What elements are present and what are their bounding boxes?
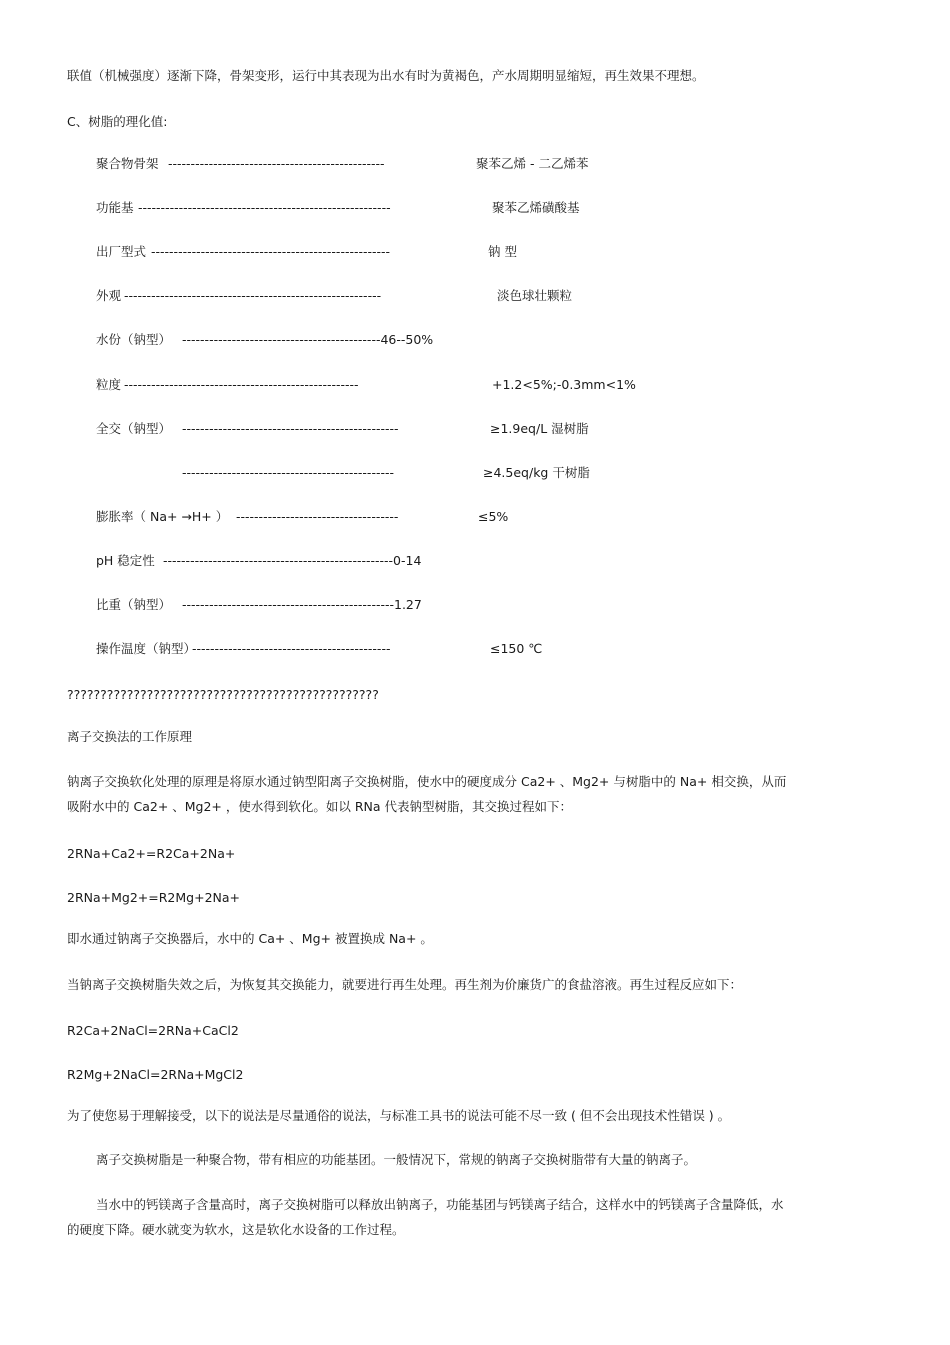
property-value: 聚苯乙烯磺酸基	[492, 200, 580, 215]
resin-paragraph: 离子交换树脂是一种聚合物，带有相应的功能基团。一般情况下，常规的钠离子交换树脂带有大量的钠离子。	[96, 1152, 697, 1167]
property-dashes: -----------------------------------------------1.27	[182, 597, 422, 612]
property-label: 聚合物骨架	[96, 156, 159, 171]
intro-line: 联值（机械强度）逐渐下降，骨架变形，运行中其表现为出水有时为黄褐色，产水周期明显缩短，再生效果不理想。	[67, 68, 705, 83]
note-line: 为了使您易于理解接受，以下的说法是尽量通俗的说法，与标准工具书的说法可能不尽一致 ( 但不会出现技术性错误 ) 。	[67, 1108, 731, 1123]
question-marks: ???????????????????????????????????????????????	[67, 687, 379, 702]
property-dashes: ---------------------------------------------------------	[124, 288, 382, 303]
property-label: 操作温度（钠型）	[96, 641, 197, 656]
property-value: 淡色球壮颗粒	[497, 288, 573, 303]
exchange-note: 即水通过钠离子交换器后，水中的 Ca+ 、Mg+ 被置换成 Na+ 。	[67, 931, 433, 946]
property-dashes: -----------------------------------------------	[182, 465, 394, 480]
property-dashes: --------------------------------------------46--50%	[182, 332, 434, 347]
section-c-title: C、树脂的理化值:	[67, 114, 168, 129]
principle-paragraph-line-2: 吸附水中的 Ca2+ 、Mg2+ ，使水得到软化。如以 RNa 代表钠型树脂，其交换过程如下：	[67, 799, 573, 814]
property-label: pH 稳定性	[96, 553, 155, 568]
property-dashes: ----------------------------------------------------	[124, 377, 359, 392]
property-value: ≤150 ℃	[490, 641, 543, 656]
property-value: ≥1.9eq/L 湿树脂	[490, 421, 589, 436]
property-value: 钠 型	[488, 244, 517, 259]
property-value: 聚苯乙烯 - 二乙烯苯	[476, 156, 589, 171]
property-dashes: --------------------------------------------	[192, 641, 391, 656]
equation-1: 2RNa+Ca2+=R2Ca+2Na+	[67, 846, 236, 861]
regeneration-text: 当钠离子交换树脂失效之后，为恢复其交换能力，就要进行再生处理。再生剂为价廉货广的食盐溶液。再生过程反应如下：	[67, 977, 743, 992]
property-label: 膨胀率（ Na+ →H+ ）	[96, 509, 229, 524]
property-label: 出厂型式	[96, 244, 147, 259]
principle-title: 离子交换法的工作原理	[67, 729, 193, 744]
property-value: ≤5%	[478, 509, 509, 524]
equation-2: 2RNa+Mg2+=R2Mg+2Na+	[67, 890, 241, 905]
property-label: 外观	[96, 288, 122, 303]
property-value: ≥4.5eq/kg 干树脂	[483, 465, 590, 480]
property-dashes: --------------------------------------------------------	[138, 200, 391, 215]
equation-3: R2Ca+2NaCl=2RNa+CaCl2	[67, 1023, 239, 1038]
property-dashes: ------------------------------------------------	[168, 156, 385, 171]
work-paragraph-line-2: 的硬度下降。硬水就变为软水，这是软化水设备的工作过程。	[67, 1222, 405, 1237]
property-label: 全交（钠型）	[96, 421, 172, 436]
property-label: 功能基	[96, 200, 134, 215]
property-label: 粒度	[96, 377, 122, 392]
property-label: 水份（钠型）	[96, 332, 172, 347]
property-dashes: ------------------------------------------------	[182, 421, 399, 436]
work-paragraph-line-1: 当水中的钙镁离子含量高时，离子交换树脂可以释放出钠离子，功能基团与钙镁离子结合，这样水中的钙镁离子含量降低，水	[96, 1197, 784, 1212]
principle-paragraph-line-1: 钠离子交换软化处理的原理是将原水通过钠型阳离子交换树脂，使水中的硬度成分 Ca2+ 、Mg2+ 与树脂中的 Na+ 相交换，从而	[67, 774, 787, 789]
property-value: +1.2<5%;-0.3mm<1%	[492, 377, 636, 392]
equation-4: R2Mg+2NaCl=2RNa+MgCl2	[67, 1067, 244, 1082]
property-dashes: ------------------------------------	[236, 509, 399, 524]
property-label: 比重（钠型）	[96, 597, 172, 612]
property-dashes: -----------------------------------------------------	[151, 244, 391, 259]
property-dashes: ---------------------------------------------------0-14	[163, 553, 422, 568]
